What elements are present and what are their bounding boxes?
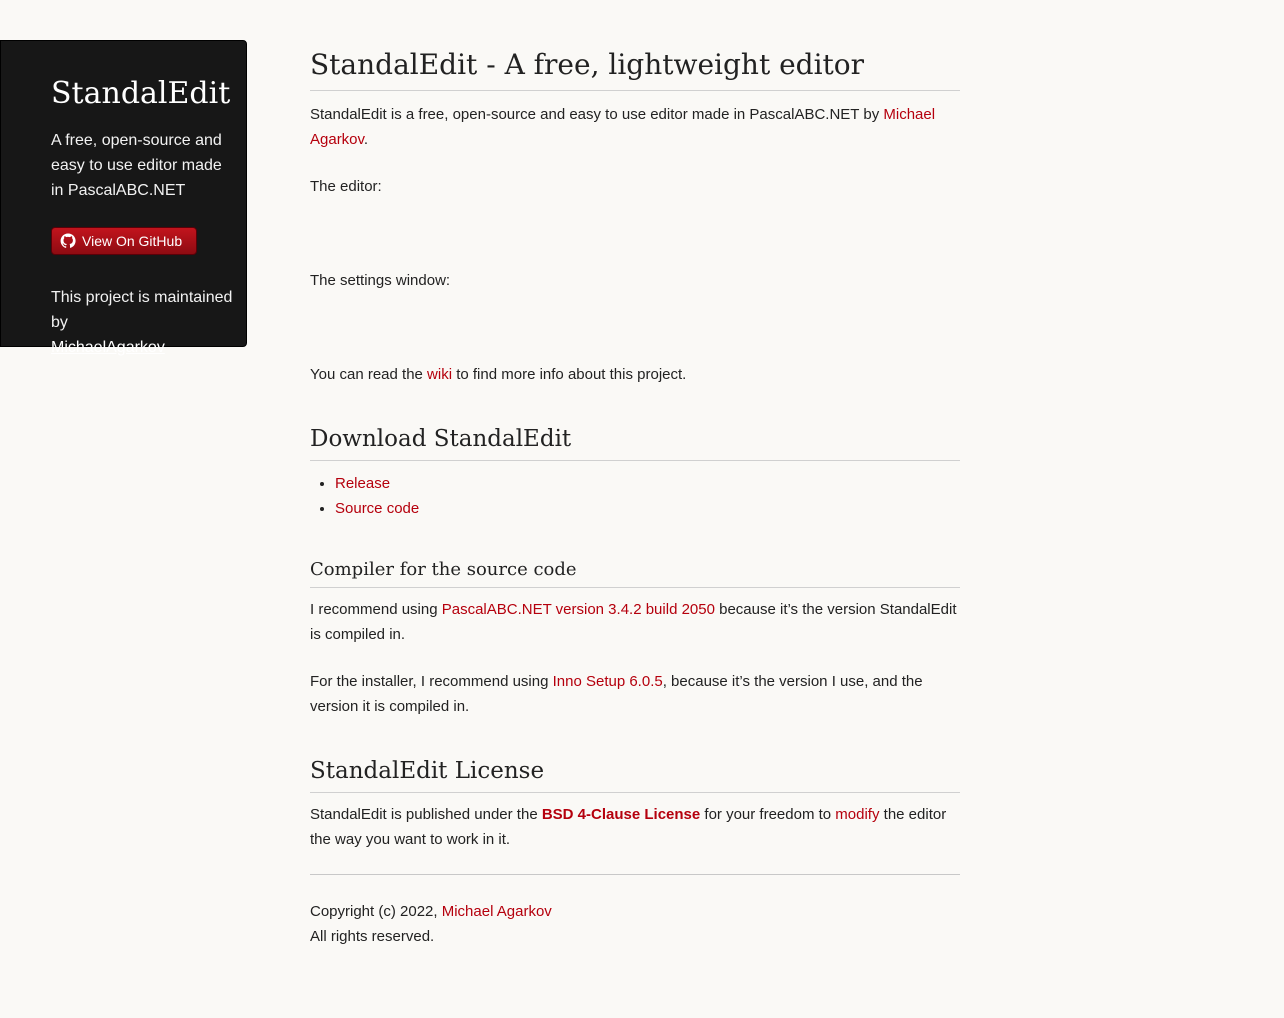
compiler-paragraph-2 [310, 669, 960, 719]
inno-setup-link[interactable]: Inno Setup 6.0.5 [552, 673, 663, 690]
sidebar [0, 40, 247, 356]
download-heading: Download StandalEdit [310, 424, 960, 461]
modify-link[interactable]: modify [835, 806, 880, 823]
maintained-prefix: This project is maintained by [51, 289, 233, 331]
compiler-p1-suffix: because it’s the version StandalEdit is compiled in. [310, 601, 957, 643]
rights-line: All rights reserved. [310, 928, 435, 945]
wiki-prefix: You can read the [310, 366, 428, 383]
maintainer-note [51, 285, 246, 360]
list-item [335, 496, 960, 521]
source-code-link[interactable]: Source code [335, 500, 420, 517]
copyright-line [310, 899, 960, 924]
pascalabc-link[interactable]: PascalABC.NET version 3.4.2 build 2050 [441, 601, 715, 618]
license-middle: for your freedom to [700, 806, 836, 823]
view-on-github-button[interactable] [51, 227, 197, 255]
site-tagline: A free, open-source and easy to use editor made in PascalABC.NET [51, 132, 222, 199]
download-list [310, 471, 960, 521]
compiler-p2-prefix: For the installer, I recommend using [310, 673, 553, 690]
author-link[interactable]: Michael Agarkov [310, 106, 936, 148]
github-button-label: View On GitHub [82, 233, 183, 249]
wiki-paragraph [310, 362, 960, 387]
intro-text: StandalEdit is a free, open-source and easy to use editor made in PascalABC.NET by [310, 106, 884, 123]
intro-end: . [363, 131, 369, 148]
list-item [335, 471, 960, 496]
license-paragraph [310, 802, 960, 852]
license-prefix: StandalEdit is published under the [310, 806, 542, 823]
license-suffix: the editor the way you want to work in it. [310, 806, 947, 848]
release-link[interactable]: Release [335, 475, 391, 492]
wiki-suffix: to find more info about this project. [452, 366, 687, 383]
copyright-author-link[interactable]: Michael Agarkov [441, 903, 552, 920]
github-octocat-icon [60, 233, 76, 249]
main-content [310, 0, 960, 949]
compiler-p2-suffix: , because it’s the version I use, and the version it is compiled in. [310, 673, 923, 715]
license-heading: StandalEdit License [310, 756, 960, 793]
compiler-p1-prefix: I recommend using [310, 601, 442, 618]
editor-label: The editor: [310, 178, 382, 195]
bsd-license-link[interactable]: BSD 4-Clause License [541, 806, 701, 823]
settings-label: The settings window: [310, 272, 451, 289]
compiler-paragraph-1 [310, 597, 960, 647]
copyright-prefix: Copyright (c) 2022, [310, 903, 442, 920]
intro-paragraph [310, 102, 960, 152]
compiler-heading: Compiler for the source code [310, 558, 960, 588]
page-title: StandalEdit - A free, lightweight editor [310, 47, 960, 91]
wiki-link[interactable]: wiki [427, 366, 453, 383]
footer-divider [310, 874, 960, 875]
site-title: StandalEdit [51, 76, 231, 111]
maintainer-link[interactable]: MichaelAgarkov [51, 339, 165, 356]
